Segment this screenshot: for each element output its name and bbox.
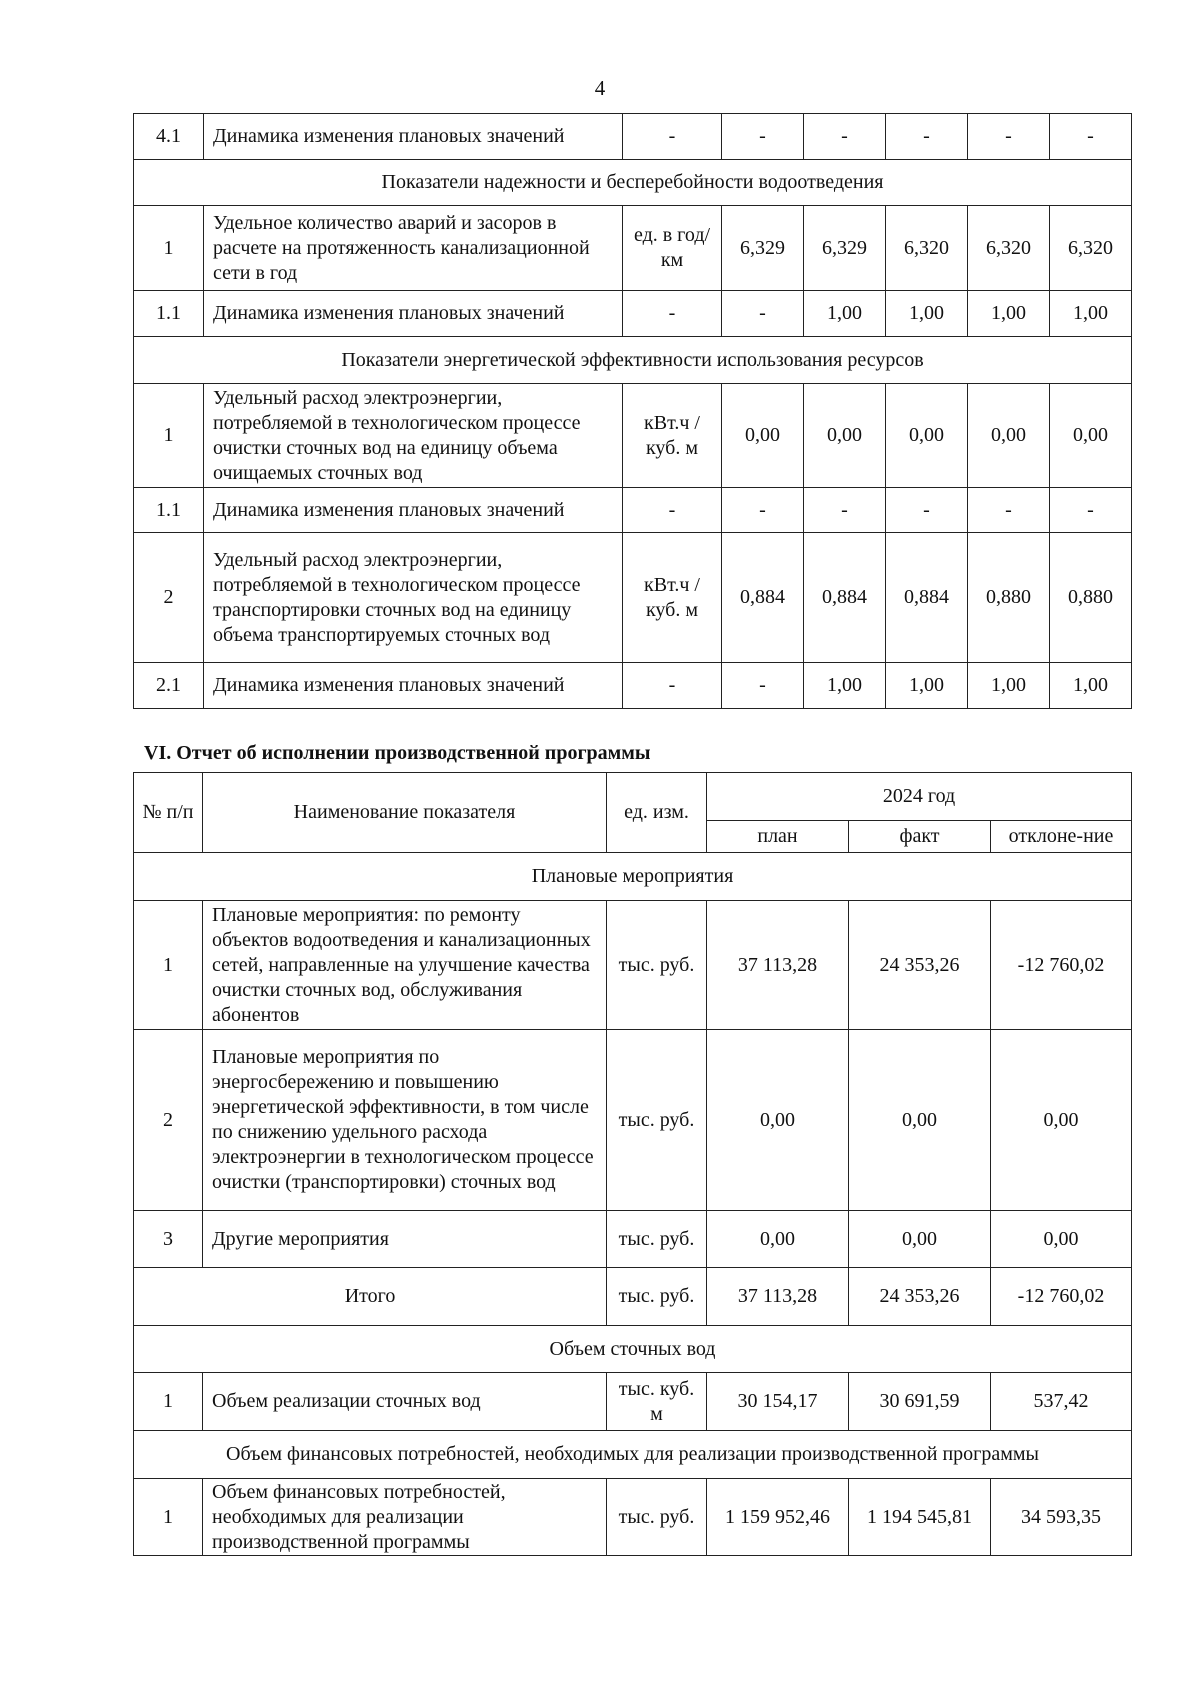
fact-cell: 30 691,59 — [849, 1373, 991, 1431]
page-number: 4 — [594, 76, 606, 100]
value-cell: - — [722, 663, 804, 709]
value-cell: 6,320 — [1050, 206, 1132, 291]
value-cell: 0,00 — [968, 384, 1050, 488]
value-cell: - — [722, 488, 804, 533]
row-number: 4.1 — [134, 114, 204, 160]
table-row — [134, 384, 1132, 488]
value-cell: 0,880 — [968, 533, 1050, 663]
indicator-name: Объем реализации сточных вод — [203, 1373, 607, 1431]
unit-cell: ед. в год/ км — [623, 206, 722, 291]
value-cell: - — [804, 114, 886, 160]
row-number: 1 — [134, 206, 204, 291]
program-report-table — [133, 772, 1132, 1556]
unit-cell: тыс. руб. — [607, 1268, 707, 1326]
section-row — [134, 853, 1132, 901]
row-number: 2 — [134, 1030, 203, 1211]
header-fact: факт — [849, 821, 991, 853]
unit-cell: тыс. руб. — [607, 1211, 707, 1268]
indicator-name: Объем финансовых потребностей, необходимых для реализации производственной программы — [203, 1479, 607, 1556]
value-cell: - — [968, 488, 1050, 533]
value-cell: 6,329 — [804, 206, 886, 291]
value-cell: - — [804, 488, 886, 533]
value-cell: 1,00 — [968, 291, 1050, 337]
deviation-cell: 0,00 — [991, 1211, 1132, 1268]
deviation-cell: 34 593,35 — [991, 1479, 1132, 1556]
value-cell: 0,880 — [1050, 533, 1132, 663]
table-row — [134, 1373, 1132, 1431]
plan-cell: 0,00 — [707, 1030, 849, 1211]
value-cell: 1,00 — [886, 663, 968, 709]
plan-cell: 37 113,28 — [707, 901, 849, 1030]
value-cell: - — [886, 114, 968, 160]
unit-cell: кВт.ч / куб. м — [623, 533, 722, 663]
table-row — [134, 488, 1132, 533]
value-cell: 0,00 — [886, 384, 968, 488]
indicator-name: Другие мероприятия — [203, 1211, 607, 1268]
table-row — [134, 1030, 1132, 1211]
row-number: 1.1 — [134, 488, 204, 533]
value-cell: 0,00 — [722, 384, 804, 488]
row-number: 1 — [134, 384, 204, 488]
indicator-name: Плановые мероприятия: по ремонту объектов водоотведения и канализационных сетей, направленные на улучшение качества очистки сточных вод, обслуживания абонентов — [203, 901, 607, 1030]
plan-cell: 30 154,17 — [707, 1373, 849, 1431]
section-heading: Объем финансовых потребностей, необходимых для реализации производственной программы — [134, 1431, 1132, 1479]
value-cell: 1,00 — [886, 291, 968, 337]
unit-cell: тыс. руб. — [607, 901, 707, 1030]
value-cell: - — [1050, 488, 1132, 533]
row-number: 2 — [134, 533, 204, 663]
section-row — [134, 337, 1132, 384]
fact-cell: 0,00 — [849, 1030, 991, 1211]
indicator-name: Удельный расход электроэнергии, потребляемой в технологическом процессе транспортировки сточных вод на единицу объема транспортируемых сточных вод — [204, 533, 623, 663]
header-unit: ед. изм. — [607, 773, 707, 853]
value-cell: 0,884 — [886, 533, 968, 663]
unit-cell: - — [623, 114, 722, 160]
value-cell: 1,00 — [1050, 291, 1132, 337]
value-cell: 1,00 — [968, 663, 1050, 709]
section-row — [134, 1431, 1132, 1479]
row-number: 2.1 — [134, 663, 204, 709]
value-cell: - — [968, 114, 1050, 160]
unit-cell: - — [623, 488, 722, 533]
indicator-name: Удельный расход электроэнергии, потребляемой в технологическом процессе очистки сточных вод на единицу объема очищаемых сточных вод — [204, 384, 623, 488]
header-deviation: отклоне-ние — [991, 821, 1132, 853]
value-cell: 6,320 — [968, 206, 1050, 291]
header-plan: план — [707, 821, 849, 853]
unit-cell: тыс. руб. — [607, 1479, 707, 1556]
header-year: 2024 год — [707, 773, 1132, 821]
row-number: 1 — [134, 1373, 203, 1431]
unit-cell: - — [623, 663, 722, 709]
section-heading: Плановые мероприятия — [134, 853, 1132, 901]
header-num: № п/п — [134, 773, 203, 853]
indicators-table — [133, 113, 1132, 709]
section-heading: Показатели энергетической эффективности использования ресурсов — [134, 337, 1132, 384]
table-row — [134, 291, 1132, 337]
deviation-cell: -12 760,02 — [991, 901, 1132, 1030]
deviation-cell: 0,00 — [991, 1030, 1132, 1211]
indicator-name: Динамика изменения плановых значений — [204, 114, 623, 160]
value-cell: 0,884 — [722, 533, 804, 663]
plan-cell: 1 159 952,46 — [707, 1479, 849, 1556]
table-row — [134, 663, 1132, 709]
fact-cell: 0,00 — [849, 1211, 991, 1268]
section-heading: Объем сточных вод — [134, 1326, 1132, 1373]
fact-cell: 1 194 545,81 — [849, 1479, 991, 1556]
value-cell: 6,320 — [886, 206, 968, 291]
indicator-name: Динамика изменения плановых значений — [204, 488, 623, 533]
row-number: 1.1 — [134, 291, 204, 337]
section-vi-title: VI. Отчет об исполнении производственной программы — [144, 742, 651, 764]
section-row — [134, 160, 1132, 206]
unit-cell: - — [623, 291, 722, 337]
value-cell: 0,884 — [804, 533, 886, 663]
table-row — [134, 901, 1132, 1030]
value-cell: - — [722, 114, 804, 160]
section-row — [134, 1326, 1132, 1373]
value-cell: 1,00 — [804, 663, 886, 709]
fact-cell: 24 353,26 — [849, 901, 991, 1030]
deviation-cell: 537,42 — [991, 1373, 1132, 1431]
value-cell: 0,00 — [804, 384, 886, 488]
section-heading: Показатели надежности и бесперебойности водоотведения — [134, 160, 1132, 206]
row-number: 1 — [134, 1479, 203, 1556]
table-row — [134, 533, 1132, 663]
fact-cell: 24 353,26 — [849, 1268, 991, 1326]
unit-cell: тыс. руб. — [607, 1030, 707, 1211]
unit-cell: кВт.ч / куб. м — [623, 384, 722, 488]
value-cell: - — [886, 488, 968, 533]
value-cell: 1,00 — [1050, 663, 1132, 709]
table-row — [134, 1211, 1132, 1268]
unit-cell: тыс. куб. м — [607, 1373, 707, 1431]
total-label: Итого — [134, 1268, 607, 1326]
indicator-name: Плановые мероприятия по энергосбережению и повышению энергетической эффективности, в том числе по снижению удельного расхода электроэнергии в технологическом процессе очистки (транспортировки) сточных вод — [203, 1030, 607, 1211]
indicator-name: Динамика изменения плановых значений — [204, 663, 623, 709]
header-name: Наименование показателя — [203, 773, 607, 853]
table-row — [134, 206, 1132, 291]
row-number: 3 — [134, 1211, 203, 1268]
indicator-name: Удельное количество аварий и засоров в расчете на протяженность канализационной сети в год — [204, 206, 623, 291]
value-cell: 1,00 — [804, 291, 886, 337]
plan-cell: 0,00 — [707, 1211, 849, 1268]
indicator-name: Динамика изменения плановых значений — [204, 291, 623, 337]
value-cell: 6,329 — [722, 206, 804, 291]
value-cell: - — [1050, 114, 1132, 160]
table-row — [134, 1479, 1132, 1556]
header-row — [134, 773, 1132, 821]
table-row — [134, 114, 1132, 160]
plan-cell: 37 113,28 — [707, 1268, 849, 1326]
row-number: 1 — [134, 901, 203, 1030]
total-row — [134, 1268, 1132, 1326]
deviation-cell: -12 760,02 — [991, 1268, 1132, 1326]
value-cell: - — [722, 291, 804, 337]
value-cell: 0,00 — [1050, 384, 1132, 488]
